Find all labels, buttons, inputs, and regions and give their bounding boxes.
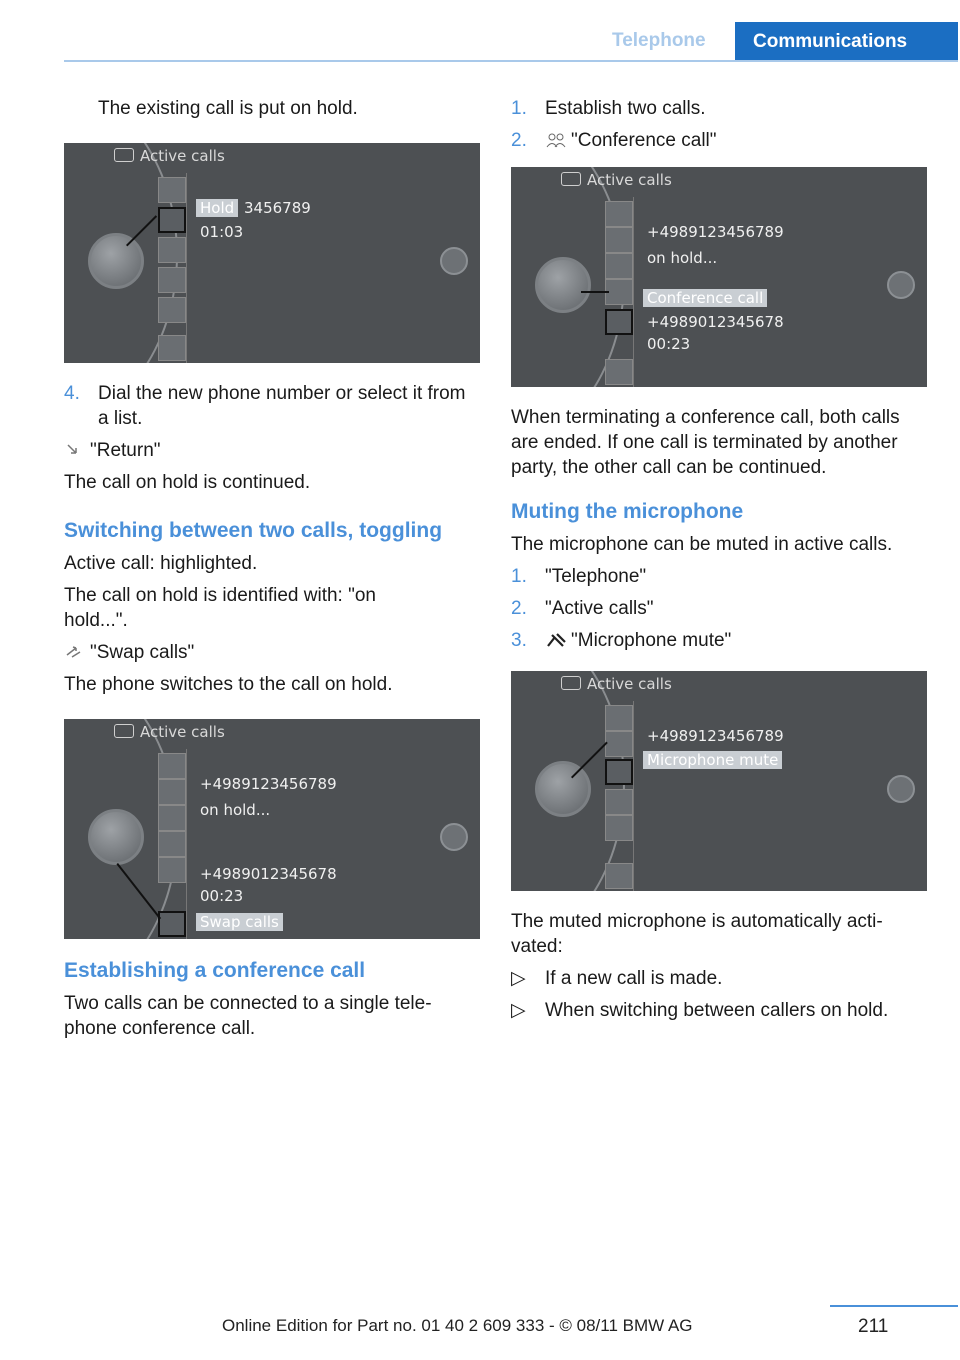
phone-icon <box>561 676 581 690</box>
bullet-new-call: ▷ If a new call is made. <box>511 968 723 989</box>
call-number-1: +4989123456789 <box>200 775 337 793</box>
call-number-2: +4989012345678 <box>200 865 337 883</box>
mute-step-2: 2. "Active calls" <box>511 598 654 619</box>
switches-text: The phone switches to the call on hold. <box>64 674 393 695</box>
highlight-label: Hold <box>196 199 238 217</box>
conference-icon <box>545 131 567 149</box>
call-number-2: +4989012345678 <box>647 313 784 331</box>
terminate-text: When terminating a conference call, both calls are ended. If one call is terminated by another party, the other call can be continued. <box>511 407 900 478</box>
screen-title: Active calls <box>114 723 225 741</box>
call-time: 00:23 <box>647 335 691 353</box>
step-2-conference: 2. "Conference call" <box>511 130 717 151</box>
microphone-mute-icon <box>545 631 567 649</box>
bullet-switching: ▷ When switching between callers on hold. <box>511 1000 889 1021</box>
controller-knob <box>88 809 144 865</box>
right-column <box>511 96 927 1030</box>
heading-mute: Muting the microphone <box>511 500 744 523</box>
on-hold-label: on hold... <box>200 801 271 819</box>
auto-activate-text: The muted microphone is automatically acti-vated: <box>511 911 883 957</box>
phone-icon <box>114 148 134 162</box>
swap-line: "Swap calls" <box>64 640 480 665</box>
option-button <box>887 775 915 803</box>
phone-icon <box>561 172 581 186</box>
page-number: 211 <box>858 1316 889 1337</box>
highlight-label: Microphone mute <box>643 751 782 769</box>
heading-conference: Establishing a conference call <box>64 959 366 982</box>
icon-strip <box>605 701 634 891</box>
highlight-label: Conference call <box>643 289 767 307</box>
screenshot-hold <box>64 143 480 363</box>
swap-icon <box>64 643 86 661</box>
page-number-rule <box>830 1305 958 1307</box>
phone-icon <box>114 724 134 738</box>
mute-step-1: 1. "Telephone" <box>511 566 647 587</box>
header-section: Telephone <box>612 30 706 51</box>
conference-text: Two calls can be connected to a single tele-phone conference call. <box>64 993 432 1039</box>
controller-knob <box>535 761 591 817</box>
header-rule <box>64 60 958 62</box>
option-button <box>440 823 468 851</box>
screen-title: Active calls <box>561 675 672 693</box>
call-time: 00:23 <box>200 887 244 905</box>
footer-edition: Online Edition for Part no. 01 40 2 609 333 - © 08/11 BMW AG <box>222 1316 693 1335</box>
highlight-label: Swap calls <box>196 913 283 931</box>
call-number: 3456789 <box>244 199 311 217</box>
screen-title: Active calls <box>114 147 225 165</box>
controller-knob <box>88 233 144 289</box>
return-icon <box>64 441 86 459</box>
call-number-1: +4989123456789 <box>647 727 784 745</box>
screenshot-conference <box>511 167 927 387</box>
call-time: 01:03 <box>200 223 244 241</box>
header-chapter-tab: Communications <box>735 22 958 62</box>
intro-text: The existing call is put on hold. <box>98 98 358 119</box>
option-button <box>440 247 468 275</box>
option-button <box>887 271 915 299</box>
continued-text: The call on hold is continued. <box>64 472 311 493</box>
left-column <box>64 96 480 1048</box>
screenshot-mute <box>511 671 927 891</box>
active-highlighted: Active call: highlighted. <box>64 553 258 574</box>
screenshot-swap <box>64 719 480 939</box>
on-hold-label: on hold... <box>647 249 718 267</box>
step-4: 4. Dial the new phone number or select it from a list. <box>64 383 466 429</box>
icon-strip <box>158 749 187 939</box>
mute-step-3: 3. "Microphone mute" <box>511 630 732 651</box>
return-line: "Return" <box>64 438 480 463</box>
icon-strip <box>605 197 634 387</box>
call-number-1: +4989123456789 <box>647 223 784 241</box>
step-1-establish: 1. Establish two calls. <box>511 98 706 119</box>
heading-toggling: Switching between two calls, toggling <box>64 519 443 542</box>
screen-title: Active calls <box>561 171 672 189</box>
icon-strip <box>158 173 187 363</box>
hold-identified: The call on hold is identified with: "on hold...". <box>64 585 376 631</box>
mute-intro: The microphone can be muted in active calls. <box>511 534 893 555</box>
controller-knob <box>535 257 591 313</box>
